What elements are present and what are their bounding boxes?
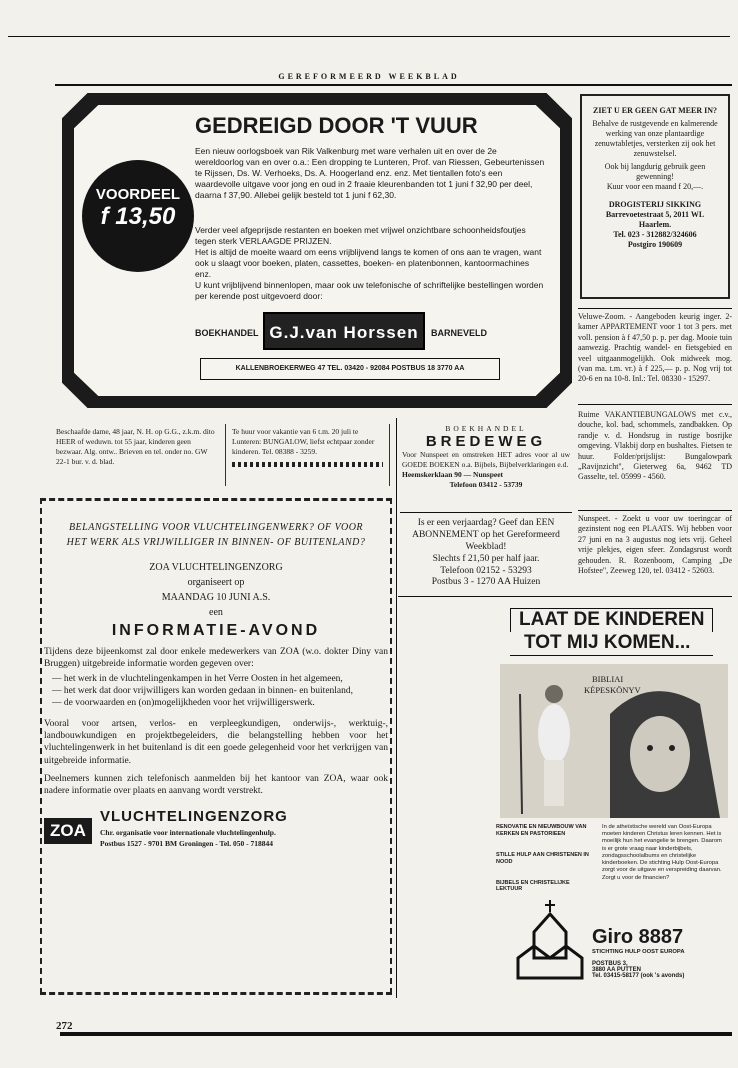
left-item: BIJBELS EN CHRISTELIJKE LEKTUUR bbox=[496, 879, 570, 893]
column-rule bbox=[396, 418, 397, 998]
bredeweg-text: Voor Nunspeet en omstreken HET adres voor al uw GOEDE BOEKEN o.a. Bijbels, Bijbelverklaringen e.d. bbox=[402, 450, 570, 469]
main-ad-paragraphs bbox=[195, 225, 545, 302]
zoa-bullet: — het werk in de vluchtelingenkampen in het Verre Oosten in het algemeen, bbox=[52, 673, 343, 684]
sikking-ad bbox=[580, 94, 730, 299]
zoa-border-top bbox=[40, 498, 392, 502]
zoa-text1: Tijdens deze bijeenkomst zal door enkele medewerkers van ZOA (w.o. dokter Diny van Bruggen) uitgebreide informatie worden gegeven over: bbox=[44, 647, 388, 670]
shop-right-label: BARNEVELD bbox=[431, 328, 488, 338]
header-rule bbox=[55, 84, 732, 86]
zoa-een: een bbox=[209, 607, 223, 618]
verjaardag-line1: Is er een verjaardag? Geef dan EEN ABONNEMENT op het Gereformeerd Weekblad! bbox=[412, 518, 560, 552]
photo-text1: BIBLIAI bbox=[592, 674, 624, 684]
shop-banner bbox=[195, 312, 545, 350]
sikking-price: Kuur voor een maand f 20,—. bbox=[606, 182, 704, 191]
sikking-headline: ZIET U ER GEEN GAT MEER IN? bbox=[592, 106, 718, 115]
giro-number: Giro 8887 bbox=[592, 926, 684, 948]
verjaardag-line2: Slechts f 21,50 per half jaar. bbox=[432, 553, 540, 564]
zoa-footer1: Chr. organisatie voor internationale vluchtelingenhulp. bbox=[100, 827, 276, 837]
voordeel-badge bbox=[82, 160, 194, 272]
bottom-rule bbox=[60, 1032, 732, 1036]
verjaardag-line4: Postbus 3 - 1270 AA Huizen bbox=[431, 577, 541, 588]
kinderen-title bbox=[510, 608, 713, 656]
zoa-border-bottom bbox=[40, 992, 392, 996]
sikking-text2: Ook bij langdurig gebruik geen gewenning! bbox=[604, 162, 706, 181]
zoa-footer2: Postbus 1527 - 9701 BM Groningen - Tel. 050 - 718844 bbox=[100, 838, 274, 848]
giro-addr3: Tel. 03415-58177 (ook 's avonds) bbox=[592, 973, 685, 979]
rule bbox=[578, 308, 732, 309]
left-item: STILLE HULP AAN CHRISTENEN IN NOOD bbox=[496, 851, 589, 865]
main-ad-paragraph4: U kunt vrijblijvend binnenlopen, maar ook uw telefonische of schriftelijke bestellingen worden per kerende post uitgevoerd door: bbox=[195, 280, 544, 302]
zoa-border-right bbox=[390, 498, 393, 994]
giro-addr2: 3880 AA PUTTEN bbox=[592, 967, 641, 973]
zoa-org: ZOA VLUCHTELINGENZORG bbox=[149, 562, 283, 573]
photo-text2: KÉPESKÖNYV bbox=[584, 685, 641, 695]
church-icon bbox=[514, 898, 586, 980]
bredeweg-phone: Telefoon 03412 - 53739 bbox=[449, 479, 523, 489]
zoa-bullet: — de voorwaarden en (on)mogelijkheden voor het vrijwilligerswerk. bbox=[52, 698, 315, 709]
giro-addr1: POSTBUS 3, bbox=[592, 961, 628, 967]
title-line1: LAAT DE KINDEREN bbox=[510, 608, 713, 632]
badge-price: f 13,50 bbox=[100, 203, 176, 230]
main-ad-title: GEDREIGD DOOR 'T VUUR bbox=[195, 113, 478, 138]
title-line2: TOT MIJ KOMEN... bbox=[510, 632, 713, 656]
page-number: 272 bbox=[56, 1020, 73, 1032]
wavy-rule bbox=[232, 462, 383, 467]
verjaardag-ad bbox=[402, 518, 570, 589]
lunteren-ad: Te huur voor vakantie van 6 t.m. 20 juli te Lunteren: BUNGALOW, liefst echtpaar zonder kinderen. Tel. 08388 - 3259. bbox=[232, 427, 375, 456]
sikking-giro: Postgiro 190609 bbox=[627, 240, 683, 249]
horssen-logo: G.J.van Horssen bbox=[263, 312, 425, 350]
zoa-intro: BELANGSTELLING VOOR VLUCHTELINGENWERK? OF VOOR HET WERK ALS VRIJWILLIGER IN BINNEN- OF BUITENLAND? bbox=[66, 522, 366, 548]
zoa-border-left bbox=[40, 498, 43, 994]
zoa-bullet-list bbox=[44, 673, 388, 710]
shop-address: KALLENBROEKERWEG 47 TEL. 03420 - 92084 POSTBUS 18 3770 AA bbox=[200, 358, 500, 380]
zoa-logo: ZOA bbox=[44, 818, 92, 844]
main-ad-paragraph3: Het is altijd de moeite waard om eens vrijblijvend langs te komen of ons aan te vragen, want ook u slaagt voor boeken, platen, cassettes, boeken- en platenbonnen, kantoormachines enz. bbox=[195, 247, 542, 280]
bredeweg-label: BOEKHANDEL bbox=[445, 424, 527, 433]
giro-org: STICHTING HULP OOST EUROPA bbox=[592, 949, 685, 955]
kinderen-text: In de atheïstische wereld van Oost-Europa moeten kinderen Christus leren kennen. Het is moeilijk hun het evangelie te brengen. Daarom is er grote vraag naar kinderbijbels, zondagsschoolalbums en christelijke kinderboeken. De stichting Hulp Oost-Europa zorgt voor de uitgave en verspreiding daarvan. Zorgt u voor de financien? bbox=[602, 824, 722, 881]
dame-ad: Beschaafde dame, 48 jaar, N. H. op G.G., z.k.m. dito HEER of weduwn. tot 55 jaar, kinderen geen bezwaar. Alg. ontw.. Brieven en tel. onder no. GW 22-1 bur. v. d. blad. bbox=[56, 427, 215, 466]
giro-block bbox=[592, 926, 685, 979]
rule bbox=[398, 596, 732, 597]
zoa-text3: Deelnemers kunnen zich telefonisch aanmelden bij het kantoor van ZOA, waar ook nadere informatie over plaats en aanvang wordt verstrekt. bbox=[44, 774, 388, 797]
main-ad-paragraph1: Een nieuw oorlogsboek van Rik Valkenburg met ware verhalen uit en over de 2e wereldoorlog van en over o.a.: Een dropping te Lunteren, Prof. van Riessen, Gebeurtenissen te Rijssen, Ds. W. Verhoeks, Ds. A. Hoogerland enz. enz. Met tientallen foto's een waardevolle uitgave voor jong en oud in 2 fraaie kleurenbanden tot 1 juni f 32,90 per deel, daarna f 37,90. Allebei gelijk besteld tot 1 juni f 62,30. bbox=[195, 146, 545, 201]
zoa-text2: Vooral voor artsen, verlos- en verpleegkundigen, onderwijs-, werktuig-, landbouwkundigen en projektbegeleiders, die belangstelling hebben voor het vluchtelingenwerk in het buitenland is dit een goede gelegenheid voor het verkrijgen van uitgebreide informatie. bbox=[44, 718, 388, 766]
top-rule bbox=[8, 36, 730, 37]
nunspeet-ad: Nunspeet. - Zoekt u voor uw toeringcar of gezinstent nog een PLAATS. Wij hebben voor 27 juni en na 3 augustus nog iets vrij. Geheel vrije plekjes, eigen sfeer. Zondagsrust wordt gehouden. R. Rozenboom, Camping „De Hofstee", Zeeweg 120, tel. 03412 - 52603. bbox=[578, 514, 732, 575]
verjaardag-line3: Telefoon 02152 - 53293 bbox=[440, 565, 532, 576]
bredeweg-address: Heemskerklaan 90 — Nunspeet bbox=[402, 469, 504, 479]
shop-left-label: BOEKHANDEL bbox=[195, 328, 259, 338]
kinderen-left bbox=[496, 824, 596, 893]
zoa-footer-title: VLUCHTELINGENZORG bbox=[100, 807, 288, 825]
badge-line1: VOORDEEL bbox=[95, 186, 181, 203]
kinderbijbel-photo bbox=[500, 664, 728, 818]
bungalow-box bbox=[225, 424, 390, 486]
rule bbox=[578, 404, 732, 405]
veluwe-ad: Veluwe-Zoom. - Aangeboden keurig inger. 2-kamer APPARTEMENT voor 1 tot 3 pers. met voll. pension à f 47,50 p. p. per dag. Mooie tuin aanwezig. Prachtig wandel- en fietsgebied en veel uitgaanmogelijkh. Ook midweek mog. (van ma. t.m. vr.) à f 225,— p. p. Nog vrij tot 20-6 en na 10-8. Inl.: Tel. 08330 - 15297. bbox=[578, 312, 732, 384]
zoa-footer bbox=[44, 808, 388, 852]
page-header: GEREFORMEERD WEEKBLAD bbox=[278, 72, 460, 81]
rule bbox=[578, 510, 732, 511]
sikking-name: DROGISTERIJ SIKKING bbox=[608, 200, 702, 209]
zoa-date: MAANDAG 10 JUNI A.S. bbox=[161, 592, 271, 603]
rule bbox=[400, 512, 572, 513]
sikking-phone: Tel. 023 - 312882/324606 bbox=[613, 230, 697, 239]
left-item: RENOVATIE EN NIEUWBOUW VAN KERKEN EN PASTORIEEN bbox=[496, 824, 587, 837]
zoa-ad bbox=[44, 506, 388, 986]
sikking-address: Barrevoetestraat 5, 2011 WL Haarlem. bbox=[605, 210, 705, 229]
bredeweg-name: BREDEWEG bbox=[425, 433, 547, 450]
bredeweg-ad bbox=[402, 424, 570, 490]
zoa-organiseert: organiseert op bbox=[187, 577, 245, 588]
main-ad-paragraph2: Verder veel afgeprijsde restanten en boeken met vrijwel onzichtbare schoonheidsfoutjes tegen sterk VERLAAGDE PRIJZEN. bbox=[195, 225, 526, 247]
bungalow-ad: Ruime VAKANTIEBUNGALOWS met c.v., douche, kol. bad, schommels, zandbakken. Op randje v. d. Hondsrug in rustige bosrijke omgeving. Vlakbij dorp en bushaltes. Fietsen te huur. Folder/prijslijst: Bungalowpark „Ravijnzicht", Gieterweg 6a, 9462 TD Gasselte, tel. 05999 - 4560. bbox=[578, 410, 732, 482]
zoa-event: INFORMATIE-AVOND bbox=[111, 622, 321, 639]
sikking-text: Behalve de rustgevende en kalmerende werking van onze plantaardige zenuwtabletjes, versterken zij ook het zenuwstelsel. bbox=[592, 119, 718, 158]
kinderen-ad bbox=[486, 608, 732, 988]
zoa-bullet: — het werk dat door vrijwilligers kan worden gedaan in binnen- en buitenland, bbox=[52, 686, 354, 697]
